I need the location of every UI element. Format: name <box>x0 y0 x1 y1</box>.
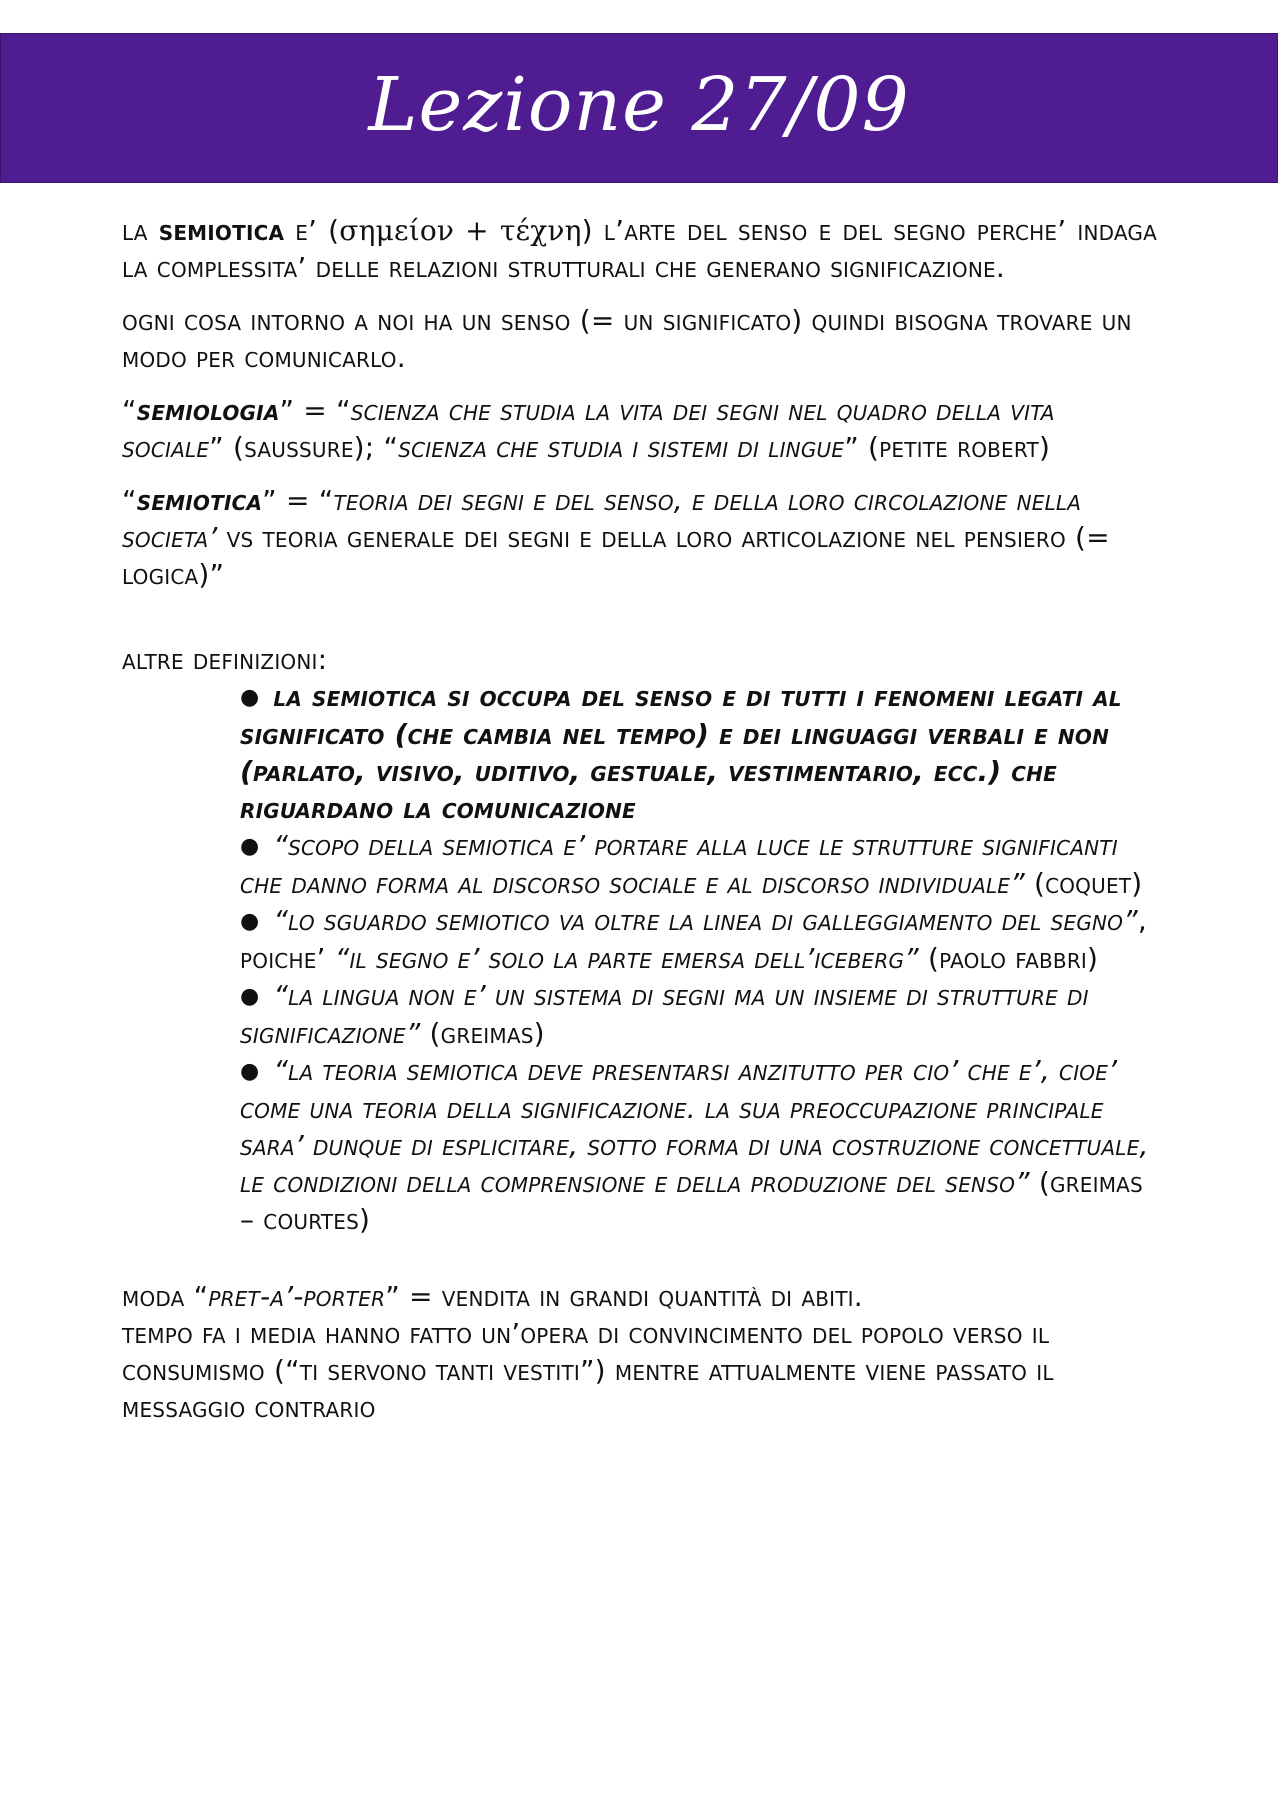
list-item: ● “la teoria semiotica deve presentarsi anzitutto per cio’ che e’, cioe’ come una teoria della significazione. la sua preoccupazione principale sara’ dunque di esplicitare, sotto forma di una costruzione concettuale, le condizioni della comprensione e della produzione del senso” (greimas – courtes) <box>240 1054 1149 1236</box>
paragraph-semiologia: “semiologia” = “scienza che studia la vita dei segni nel quadro della vita sociale” (saussure); “scienza che studia i sistemi di lingue” (petite robert) <box>122 394 1055 464</box>
label-altre-definizioni: altre definizioni: <box>122 643 328 676</box>
paragraph-moda: moda “pret-a’-porter” = vendita in grandi quantità di abiti. <box>122 1280 863 1313</box>
term-semiotica: semiotica <box>158 214 285 247</box>
greek-etymology: σημείον + τέχνη <box>339 214 582 247</box>
term-pret-a-porter: pret-a’-porter <box>208 1280 386 1313</box>
bullet-icon: ● <box>240 1059 260 1084</box>
bullet-icon: ● <box>240 909 260 934</box>
notes-body <box>122 212 1157 1442</box>
bullet-icon: ● <box>240 984 260 1009</box>
list-item: ● la semiotica si occupa del senso e di tutti i fenomeni legati al significato (che cambia nel tempo) e dei linguaggi verbali e non (parlato, visivo, uditivo, gestuale, vestimentario, ecc.) che riguardano la comunicazione <box>240 680 1122 825</box>
term-semiologia: semiologia <box>136 394 280 427</box>
paragraph-senso: ogni cosa intorno a noi ha un senso (= un significato) quindi bisogna trovare un modo per comunicarlo. <box>122 304 1132 374</box>
definition-saussure: scienza che studia la vita dei segni nel quadro della vita sociale <box>122 394 1055 464</box>
definition-petite-robert: scienza che studia i sistemi di lingue <box>398 431 845 464</box>
list-item: ● “scopo della semiotica e’ portare alla luce le strutture significanti che danno forma al discorso sociale e al discorso individuale” (coquet) <box>240 829 1143 900</box>
list-item: ● “lo sguardo semiotico va oltre la linea di galleggiamento del segno”, poiche’ “il segno e’ solo la parte emersa dell’iceberg” (paolo fabbri) <box>240 904 1147 975</box>
bullet-icon: ● <box>240 685 260 710</box>
bullet-icon: ● <box>240 834 260 859</box>
paragraph-media: tempo fa i media hanno fatto un’opera di convincimento del popolo verso il consumismo (“ti servono tanti vestiti”) mentre attualmente viene passato il messaggio contrario <box>122 1317 1054 1424</box>
list-item: ● “la lingua non e’ un sistema di segni ma un insieme di strutture di significazione” (greimas) <box>240 979 1089 1050</box>
definition-semiotica: teoria dei segni e del senso, e della loro circolazione nella societa’ <box>122 484 1082 554</box>
definitions-list <box>122 678 1157 1238</box>
paragraph-semiotica-intro: la semiotica e’ (σημείον + τέχνη) l’arte del senso e del segno perche’ indaga la complessita’ delle relazioni strutturali che generano significazione. <box>122 214 1157 284</box>
title-banner <box>0 33 1278 183</box>
page-title: Lezione 27/09 <box>368 62 910 148</box>
term-semiotica-2: semiotica <box>136 484 263 517</box>
paragraph-semiotica-definition: “semiotica” = “teoria dei segni e del senso, e della loro circolazione nella societa’ vs teoria generale dei segni e della loro articolazione nel pensiero (= logica)” <box>122 484 1110 591</box>
